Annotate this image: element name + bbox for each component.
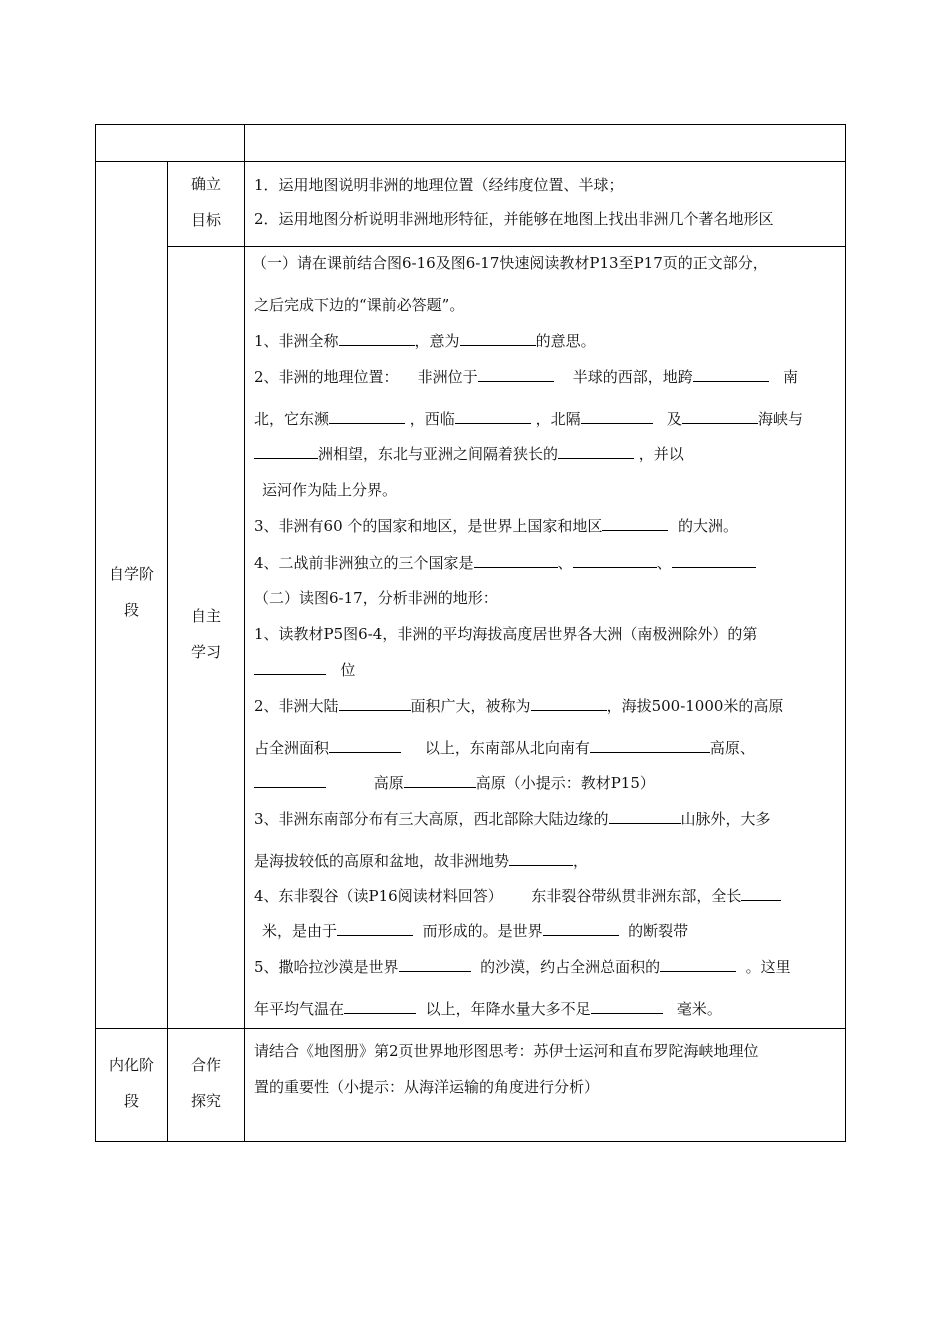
blank[interactable] — [474, 553, 558, 568]
table-border-col2 — [244, 124, 245, 1142]
self-study-label: 自主 学习 — [190, 607, 221, 661]
table-border-top — [95, 124, 846, 125]
table-border-left — [95, 124, 96, 1142]
blank[interactable] — [591, 999, 663, 1014]
blank[interactable] — [590, 738, 710, 753]
blank[interactable] — [344, 999, 416, 1014]
table-border-bottom — [95, 1141, 846, 1142]
table-border-goal — [167, 246, 846, 247]
terrain-q5-line-1: 5、撒哈拉沙漠是世界 的沙漠，约占全洲总面积的 。这里 — [254, 958, 791, 976]
blank[interactable] — [460, 331, 536, 346]
blank[interactable] — [693, 367, 769, 382]
blank[interactable] — [329, 409, 405, 424]
cooperation-label: 合作 探究 — [190, 1056, 221, 1110]
blank[interactable] — [741, 886, 781, 901]
goal-line-2: 2．运用地图分析说明非洲地形特征，并能够在地图上找出非洲几个著名地形区 — [254, 210, 774, 228]
blank[interactable] — [339, 331, 415, 346]
blank[interactable] — [531, 696, 607, 711]
terrain-q1-line-1: 1、读教材P5图6-4，非洲的平均海拔高度居世界各大洲（南极洲除外）的第 — [254, 625, 758, 643]
question-2-line-3: 洲相望，东北与亚洲之间隔着狭长的 ，并以 — [254, 443, 684, 464]
blank[interactable] — [543, 921, 619, 936]
table-border-header — [95, 161, 846, 162]
question-2-line-1: 2、非洲的地理位置： 非洲位于 半球的西部，地跨 南 — [254, 368, 799, 386]
blank[interactable] — [339, 696, 411, 711]
terrain-q4-line-1: 4、东非裂谷（读P16阅读材料回答） 东非裂谷带纵贯非洲东部，全长 — [254, 885, 781, 906]
blank[interactable] — [329, 738, 401, 753]
goal-line-1: 1．运用地图说明非洲的地理位置（经纬度位置、半球； — [254, 176, 624, 194]
blank[interactable] — [602, 516, 668, 531]
blank[interactable] — [404, 773, 476, 788]
blank[interactable] — [660, 957, 736, 972]
blank[interactable] — [682, 409, 758, 424]
intro-line-1: （一）请在课前结合图6-16及图6-17快速阅读教材P13至P17页的正文部分， — [252, 254, 768, 272]
blank[interactable] — [509, 851, 573, 866]
blank[interactable] — [399, 957, 471, 972]
intro-line-2: 之后完成下边的“课前必答题”。 — [254, 296, 465, 314]
cooperation-line-1: 请结合《地图册》第2页世界地形图思考：苏伊士运河和直布罗陀海峡地理位 — [254, 1042, 759, 1060]
terrain-q2-line-2: 占全洲面积 以上，东南部从北向南有 高原、 — [254, 739, 755, 757]
blank[interactable] — [609, 809, 681, 824]
section-2-title: （二）读图6-17，分析非洲的地形： — [254, 589, 498, 607]
question-1: 1、非洲全称 ，意为 的意思。 — [254, 332, 596, 350]
question-2-line-2: 北，它东濒 ，西临 ，北隔 及 海峡与 — [254, 410, 803, 428]
blank[interactable] — [254, 773, 326, 788]
blank[interactable] — [455, 409, 531, 424]
stage-self-study-label: 自学阶 段 — [108, 565, 154, 619]
question-3: 3、非洲有60 个的国家和地区，是世界上国家和地区 的大洲。 — [254, 517, 738, 535]
table-border-right — [845, 124, 846, 1142]
terrain-q4-line-2: 米，是由于 而形成的。是世界 的断裂带 — [262, 922, 689, 940]
blank[interactable] — [254, 660, 326, 675]
blank[interactable] — [672, 553, 756, 568]
question-2-line-4: 运河作为陆上分界。 — [262, 481, 398, 499]
blank[interactable] — [254, 444, 318, 459]
terrain-q5-line-2: 年平均气温在 以上，年降水量大多不足 毫米。 — [254, 1000, 722, 1018]
terrain-q3-line-2: 是海拔较低的高原和盆地，故非洲地势 ， — [254, 852, 589, 870]
blank[interactable] — [337, 921, 413, 936]
terrain-q2-line-3: 高原 高原（小提示：教材P15） — [254, 772, 655, 793]
cooperation-line-2: 置的重要性（小提示：从海洋运输的角度进行分析） — [254, 1078, 600, 1096]
terrain-q1-line-2: 位 — [254, 659, 355, 680]
terrain-q3-line-1: 3、非洲东南部分布有三大高原，西北部除大陆边缘的 山脉外，大多 — [254, 810, 771, 828]
goal-label: 确立 目标 — [190, 175, 221, 229]
blank[interactable] — [558, 444, 634, 459]
terrain-q2-line-1: 2、非洲大陆 面积广大，被称为 ，海拔500-1000米的高原 — [254, 697, 784, 715]
question-4: 4、二战前非洲独立的三个国家是 、 、 — [254, 552, 756, 573]
table-border-stage — [95, 1028, 846, 1029]
stage-internalize-label: 内化阶 段 — [108, 1056, 154, 1110]
blank[interactable] — [478, 367, 554, 382]
blank[interactable] — [573, 553, 657, 568]
blank[interactable] — [581, 409, 653, 424]
